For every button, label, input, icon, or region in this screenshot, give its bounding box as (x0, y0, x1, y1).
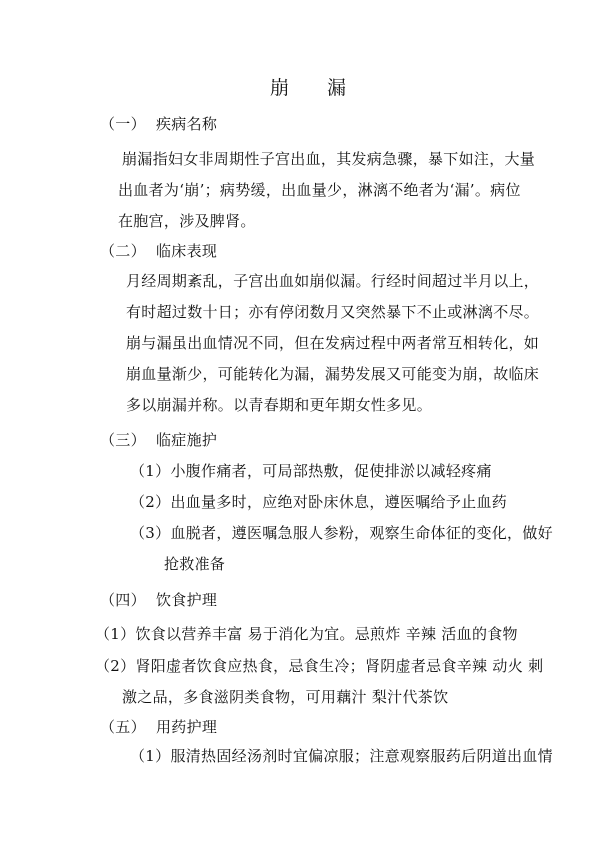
section-number: （一） (100, 115, 146, 133)
paragraph-line: 在胞宫，涉及脾肾。 (118, 212, 256, 230)
list-item-continuation: 抢救准备 (164, 555, 226, 573)
section-number: （三） (100, 431, 146, 449)
list-item: （1）饮食以营养丰富 易于消化为宜。忌煎炸 辛辣 活血的食物 (95, 625, 518, 643)
list-item: （3）血脱者，遵医嘱急服人参粉，观察生命体征的变化，做好 (130, 524, 553, 542)
paragraph-line: 月经周期紊乱，子宫出血如崩似漏。行经时间超过半月以上， (126, 272, 540, 290)
paragraph-line: 出血者为‘崩’；病势缓，出血量少，淋漓不绝者为‘漏’。病位 (118, 181, 521, 199)
paragraph-line: 有时超过数十日；亦有停闭数月又突然暴下不止或淋漓不尽。 (126, 303, 540, 321)
list-item: （1）服清热固经汤剂时宜偏凉服；注意观察服药后阴道出血情 (130, 747, 553, 765)
section-2-header (100, 241, 217, 261)
section-heading: 饮食护理 (156, 591, 218, 609)
section-4-header (100, 590, 217, 610)
list-item: （2）肾阳虚者饮食应热食，忌食生冷；肾阴虚者忌食辛辣 动火 刺 (95, 657, 544, 675)
list-item: （2）出血量多时，应绝对卧床休息，遵医嘱给予止血药 (130, 493, 508, 511)
list-item: （1）小腹作痛者，可局部热敷，促使排淤以减轻疼痛 (130, 462, 492, 480)
section-heading: 用药护理 (156, 718, 218, 736)
list-item-continuation: 激之品，多食滋阴类食物，可用藕汁 梨汁代茶饮 (122, 688, 449, 706)
section-heading: 临床表现 (156, 242, 218, 260)
section-number: （二） (100, 242, 146, 260)
page-title: 崩 漏 (270, 77, 347, 99)
paragraph-line: 崩漏指妇女非周期性子宫出血，其发病急骤，暴下如注，大量 (122, 150, 536, 168)
paragraph-line: 多以崩漏并称。以青春期和更年期女性多见。 (126, 396, 433, 414)
section-heading: 临症施护 (156, 431, 218, 449)
section-5-header (100, 717, 217, 737)
paragraph-line: 崩血量渐少，可能转化为漏，漏势发展又可能变为崩，故临床 (126, 365, 540, 383)
section-1-header (100, 114, 217, 134)
section-heading: 疾病名称 (156, 115, 218, 133)
section-number: （四） (100, 591, 146, 609)
paragraph-line: 崩与漏虽出血情况不同，但在发病过程中两者常互相转化，如 (126, 334, 540, 352)
section-3-header (100, 430, 217, 450)
section-number: （五） (100, 718, 146, 736)
